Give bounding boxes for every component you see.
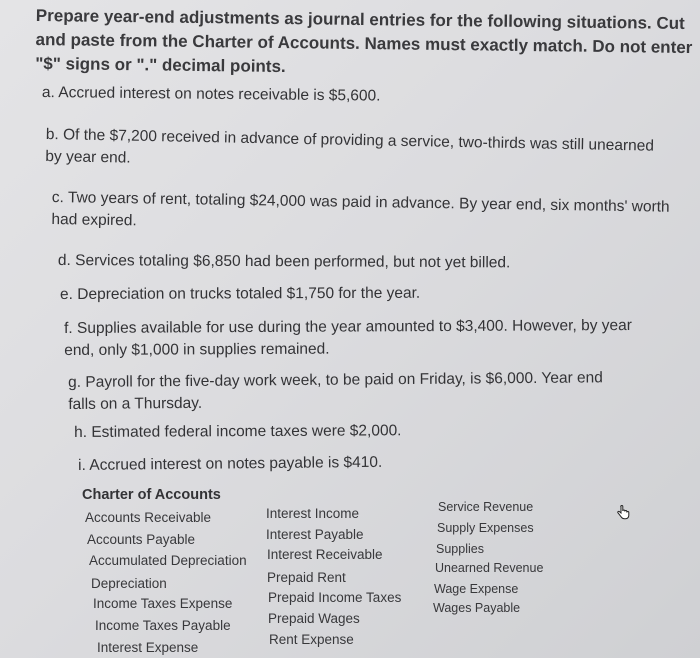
account-name: Prepaid Wages bbox=[268, 611, 360, 626]
account-name: Wages Payable bbox=[433, 601, 521, 615]
situation-i bbox=[78, 450, 578, 477]
account-name: Interest Income bbox=[266, 506, 360, 521]
situation-letter: d. bbox=[57, 251, 71, 270]
situation-letter: h. bbox=[74, 423, 88, 441]
account-name: Unearned Revenue bbox=[435, 561, 544, 575]
situation-c bbox=[51, 187, 672, 241]
situation-text: Payroll for the five-day work week, to be paid on Friday, is $6,000. Year end falls on a Thursday. bbox=[68, 369, 603, 413]
account-name: Prepaid Rent bbox=[267, 570, 346, 585]
hand-pointer-icon bbox=[615, 505, 631, 521]
situation-text: Depreciation on trucks totaled $1,750 for the year. bbox=[77, 284, 421, 303]
situation-text: Accrued interest on notes receivable is $5,600. bbox=[58, 84, 381, 105]
situation-letter: c. bbox=[51, 188, 65, 207]
situation-b bbox=[45, 124, 666, 180]
account-name: Interest Payable bbox=[266, 527, 364, 542]
situation-letter: e. bbox=[60, 285, 74, 303]
situation-letter: b. bbox=[45, 125, 59, 144]
situation-e bbox=[60, 282, 660, 306]
situation-letter: f. bbox=[64, 319, 73, 337]
account-name: Rent Expense bbox=[269, 632, 354, 647]
situation-text: Two years of rent, totaling $24,000 was paid in advance. By year end, six months' worth had expired. bbox=[51, 189, 670, 230]
situation-h bbox=[74, 419, 574, 444]
situation-letter: a. bbox=[41, 83, 55, 102]
situation-d bbox=[58, 250, 658, 275]
situation-f bbox=[64, 315, 654, 362]
account-name: Service Revenue bbox=[438, 500, 534, 514]
account-name: Accounts Payable bbox=[87, 532, 196, 547]
account-name: Prepaid Income Taxes bbox=[268, 590, 402, 605]
situation-a bbox=[42, 82, 662, 110]
account-name: Interest Receivable bbox=[267, 547, 383, 562]
situation-text: Accrued interest on notes payable is $410. bbox=[89, 453, 383, 474]
situation-g bbox=[68, 367, 628, 416]
situation-text: Of the $7,200 received in advance of providing a service, two-thirds was still unearned by year end. bbox=[45, 126, 655, 167]
account-name: Accounts Receivable bbox=[85, 510, 212, 525]
account-name: Supply Expenses bbox=[437, 521, 534, 535]
situation-text: Supplies available for use during the year amounted to $3,400. However, by year end, only $1,000 in supplies remained. bbox=[64, 317, 632, 359]
situation-text: Estimated federal income taxes were $2,000. bbox=[91, 422, 402, 441]
situation-text: Services totaling $6,850 had been performed, but not yet billed. bbox=[75, 252, 511, 272]
account-name: Supplies bbox=[436, 542, 484, 556]
situation-letter: g. bbox=[68, 373, 82, 391]
account-name: Accumulated Depreciation bbox=[89, 553, 247, 568]
account-name: Income Taxes Payable bbox=[95, 618, 231, 633]
account-name: Interest Expense bbox=[97, 640, 199, 655]
situation-letter: i. bbox=[78, 456, 86, 474]
account-name: Depreciation bbox=[91, 576, 167, 591]
chart-of-accounts-title: Charter of Accounts bbox=[82, 487, 221, 503]
account-name: Income Taxes Expense bbox=[93, 596, 233, 611]
account-name: Wage Expense bbox=[434, 582, 519, 596]
instructions: Prepare year-end adjustments as journal entries for the following situations. Cut and paste from the Charter of Accounts. Names must exactly match. Do not enter "$" signs or "." decimal points. bbox=[35, 5, 693, 77]
